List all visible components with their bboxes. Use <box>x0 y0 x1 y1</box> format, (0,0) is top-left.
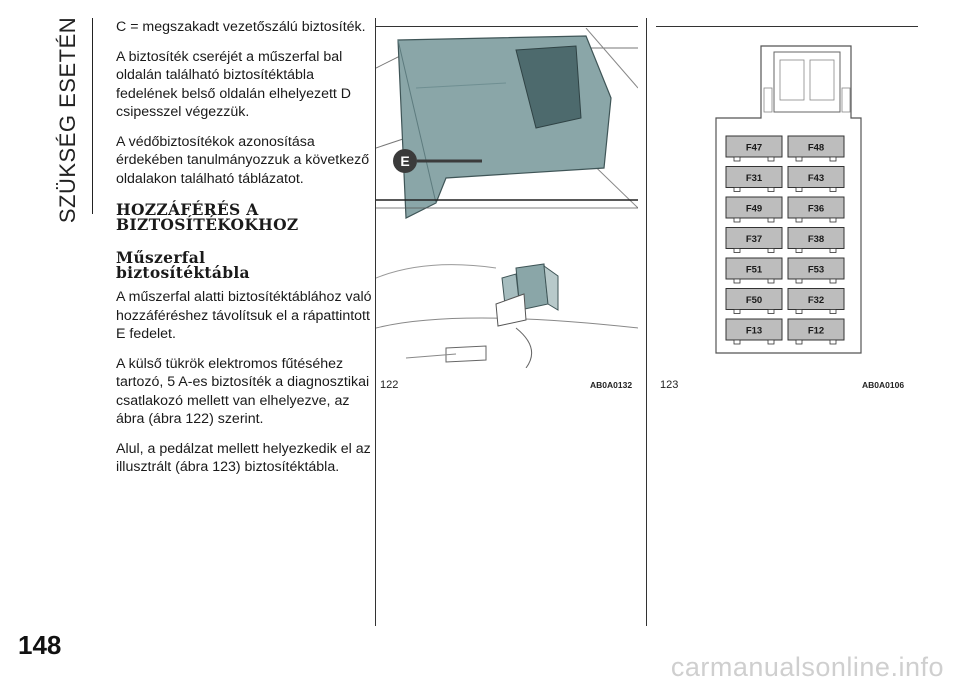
paragraph-pedal-fusebox: Alul, a pedálzat mellett helyezkedik el az illusztrált (ábra 123) biztosítéktábla. <box>116 440 371 475</box>
fuse-f48 <box>788 136 844 161</box>
figure-122-callout-label: E <box>400 153 410 169</box>
fuse-label-f32: F32 <box>807 295 825 306</box>
fuse-f43 <box>788 167 844 192</box>
fuse-label-f50: F50 <box>745 295 763 306</box>
fuse-f36 <box>788 197 844 222</box>
fuse-label-f43: F43 <box>807 173 825 184</box>
fuse-label-f53: F53 <box>807 264 825 276</box>
fuse-label-f36: F36 <box>807 203 825 215</box>
fuse-f38 <box>788 228 844 253</box>
page-number: 148 <box>18 630 62 660</box>
fuse-f51 <box>726 258 782 283</box>
figure-123-number: 123 <box>660 379 679 391</box>
fuse-f12 <box>788 319 844 344</box>
fuse-label-f38: F38 <box>807 234 825 245</box>
fuse-f49 <box>726 197 782 222</box>
fuse-label-f37: F37 <box>745 234 763 245</box>
column-divider-right <box>646 18 647 626</box>
section-title-text: SZÜKSÉG ESETÉN <box>55 16 80 224</box>
figure-122-top-rule <box>376 26 638 27</box>
paragraph-fuse-c: C = megszakadt vezetőszálú biztosíték. <box>116 19 366 35</box>
paragraph-fuse-replacement: A biztosíték cseréjét a műszerfal bal oldalán található biztosítéktábla fedelének belső oldalán elhelyezett D csipesszel végezzük. <box>116 48 352 120</box>
heading-dashboard-fusebox <box>116 250 372 280</box>
fuse-f50 <box>726 289 782 314</box>
section-title-rule <box>92 18 93 214</box>
heading-fuse-access-line1: HOZZÁFÉRÉS A <box>116 200 259 219</box>
figure-123-top-rule <box>656 26 918 27</box>
fuse-label-f12: F12 <box>807 325 825 337</box>
figure-123-fusebox-diagram <box>656 28 918 368</box>
paragraph-cover-removal: A műszerfal alatti biztosítéktáblához való hozzáféréshez távolítsuk el a rápattintott E fedelet. <box>116 289 372 342</box>
heading-fuse-access-line2: BIZTOSÍTÉKOKHOZ <box>116 215 299 234</box>
fuse-f31 <box>726 167 782 192</box>
fuse-f32 <box>788 289 844 314</box>
paragraph-fuse-identification: A védőbiztosítékok azonosítása érdekében tanulmányozzuk a következő oldalakon található táblázatot. <box>116 133 370 187</box>
fuse-f13 <box>726 319 782 344</box>
watermark: carmanualsonline.info <box>670 652 944 682</box>
figure-122-number: 122 <box>380 379 399 391</box>
paragraph-mirror-fuse: A külső tükrök elektromos fűtéséhez tartozó, 5 A-es biztosíték a diagnosztikai csatlakozó mellett van elhelyezve, az ábra (ábra 122) szerint. <box>116 355 370 427</box>
fuse-f53 <box>788 258 844 283</box>
fuse-label-f51: F51 <box>745 264 763 276</box>
section-title-vertical <box>48 16 88 224</box>
text-column <box>116 18 372 488</box>
fuse-label-f13: F13 <box>745 325 763 337</box>
heading-dashboard-fusebox-line2: biztosítéktábla <box>116 263 250 282</box>
fuse-label-f47: F47 <box>745 142 763 154</box>
figure-123-code: AB0A0106 <box>862 380 905 390</box>
figure-122-dashboard-illustration <box>376 28 638 368</box>
heading-fuse-access <box>116 202 372 232</box>
heading-dashboard-fusebox-line1: Műszerfal <box>116 248 206 267</box>
fuse-label-f48: F48 <box>807 142 825 154</box>
fuse-label-f31: F31 <box>745 173 763 184</box>
fuse-f37 <box>726 228 782 253</box>
fuse-f47 <box>726 136 782 161</box>
fuse-label-f49: F49 <box>745 203 763 215</box>
figure-122-code: AB0A0132 <box>590 380 633 390</box>
